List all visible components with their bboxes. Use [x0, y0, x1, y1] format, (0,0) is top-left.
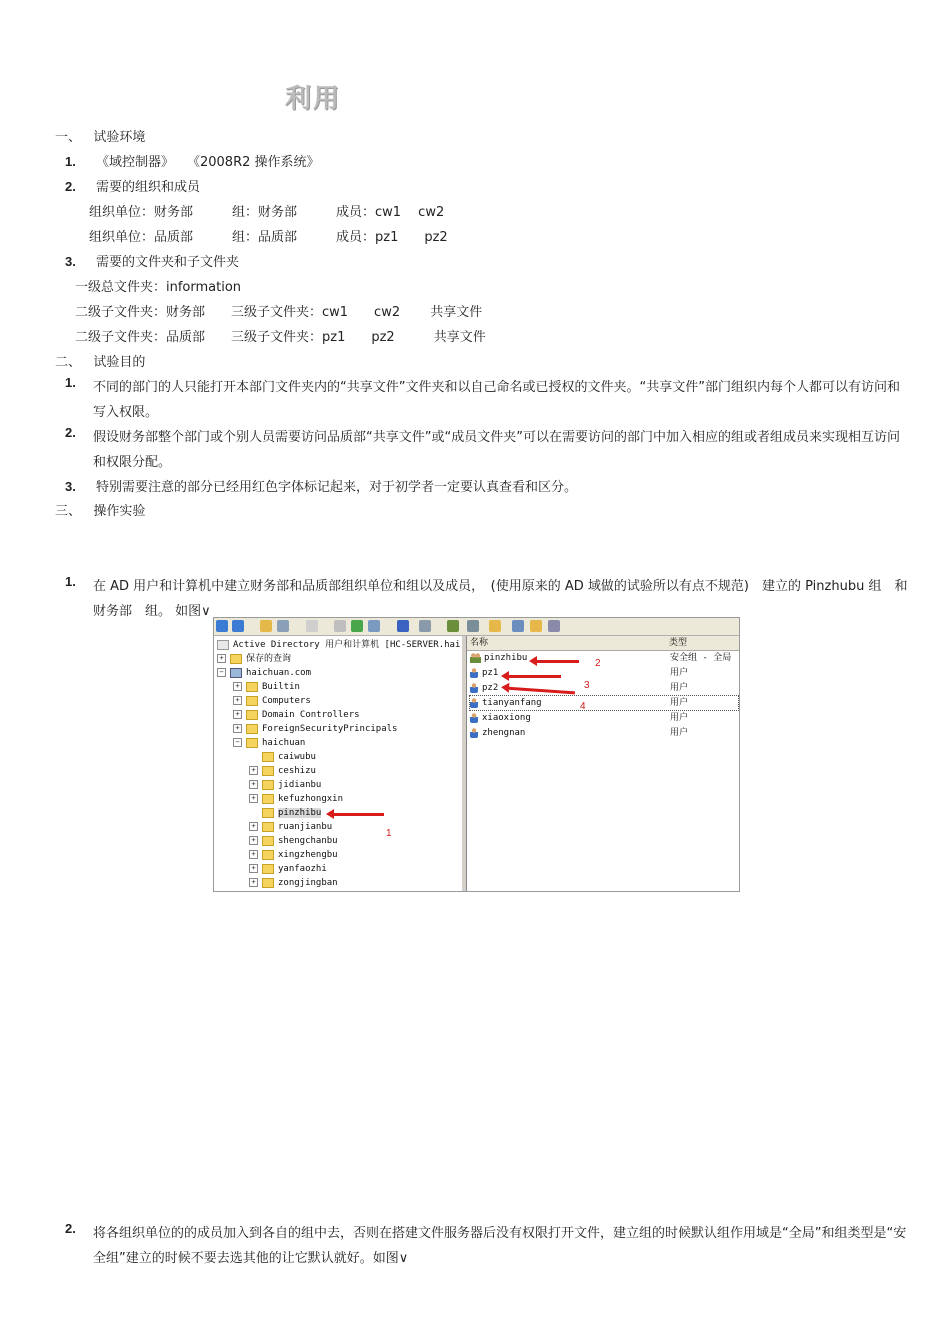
section-label: 试验环境 [93, 130, 146, 145]
list-item [65, 476, 577, 495]
mmc-toolbar [214, 618, 739, 636]
column-header-type[interactable]: 类型 [666, 636, 740, 651]
step-2 [65, 1221, 910, 1271]
help-icon[interactable] [397, 620, 409, 632]
table-row-focused[interactable]: tianyanfang [470, 696, 738, 710]
item-text: 需要的文件夹和子文件夹 [95, 255, 239, 270]
user-icon [470, 698, 478, 708]
expand-icon[interactable]: + [249, 836, 258, 845]
expand-icon[interactable]: + [249, 794, 258, 803]
tree-item[interactable]: + Domain Controllers [233, 708, 360, 722]
ou-icon [246, 738, 258, 748]
tree-item-ou[interactable]: + xingzhengbu [249, 848, 338, 862]
section-label: 试验目的 [93, 355, 146, 370]
item-number: 1. [65, 574, 76, 589]
expand-icon[interactable]: + [249, 766, 258, 775]
row-type: 用户 [670, 713, 689, 723]
section-number: 二、 [55, 355, 82, 370]
user-icon [470, 668, 478, 678]
item-text: 假设财务部整个部门或个别人员需要访问品质部“共享文件”或“成员文件夹”可以在需要访问的部门中加入相应的组或者组成员来实现相互访问和权限分配。 [93, 430, 900, 470]
tree-item-ou[interactable]: + kefuzhongxin [249, 792, 343, 806]
org-line: 组织单位：财务部 组：财务部 成员：cw1 cw2 [89, 205, 445, 220]
tree-item-ou-selected[interactable]: pinzhibu [262, 806, 321, 820]
list-item [65, 251, 239, 270]
ou-icon [246, 710, 258, 720]
ou-icon [262, 836, 274, 846]
console-tree-icon[interactable] [277, 620, 289, 632]
folder-line: 二级子文件夹：品质部 三级子文件夹：pz1 pz2 共享文件 [75, 330, 486, 345]
details-pane [467, 636, 739, 891]
tree-item-ou[interactable]: + yanfaozhi [249, 862, 327, 876]
new-ou-icon[interactable] [489, 620, 501, 632]
expand-icon[interactable]: + [249, 822, 258, 831]
row-type: 用户 [670, 698, 689, 708]
item-number: 2. [65, 179, 76, 194]
item-number: 2. [65, 425, 76, 440]
expand-icon[interactable]: + [249, 864, 258, 873]
annotation-marker: 1 [386, 828, 392, 839]
ad-root-icon [217, 640, 229, 650]
tree-item[interactable]: + Computers [233, 694, 311, 708]
item-number: 3. [65, 479, 76, 494]
expand-icon[interactable]: + [249, 850, 258, 859]
item-text: 《域控制器》 《2008R2 操作系统》 [95, 155, 320, 170]
tree-item-domain[interactable]: − haichuan.com [217, 666, 311, 680]
console-tree [214, 636, 463, 891]
new-group-icon[interactable] [467, 620, 479, 632]
tree-item[interactable]: + ForeignSecurityPrincipals [233, 722, 397, 736]
ou-icon [262, 766, 274, 776]
expand-icon[interactable]: + [233, 724, 242, 733]
item-text: 在 AD 用户和计算机中建立财务部和品质部组织单位和组以及成员， (使用原来的 AD 域做的试验所以有点不规范) 建立的 Pinzhubu 组 和 财务部 组。 如图∨ [93, 579, 925, 619]
up-folder-icon[interactable] [260, 620, 272, 632]
list-item [65, 151, 320, 170]
folder-line: 一级总文件夹：information [75, 280, 242, 295]
folder-icon [246, 724, 258, 734]
annotation-marker: 3 [584, 680, 590, 691]
back-icon[interactable] [216, 620, 228, 632]
group-icon [470, 653, 481, 663]
tree-item-ou[interactable]: + ruanjianbu [249, 820, 332, 834]
ou-icon [262, 808, 274, 818]
expand-icon[interactable]: + [249, 780, 258, 789]
section-number: 三、 [55, 504, 82, 519]
tree-item-ou[interactable]: + ceshizu [249, 764, 316, 778]
tree-item-saved-queries[interactable]: + 保存的查询 [217, 652, 291, 666]
domain-icon [230, 668, 242, 678]
item-number: 2. [65, 1221, 76, 1236]
item-number: 1. [65, 375, 76, 390]
item-text: 将各组织单位的的成员加入到各自的组中去，否则在搭建文件服务器后没有权限打开文件，建立组的时候默认组作用域是“全局”和组类型是“安全组”建立的时候不要去选其他的让它默认就好。如图∨ [93, 1226, 907, 1266]
tree-item-ou[interactable]: + shengchanbu [249, 834, 338, 848]
row-type: 用户 [670, 668, 689, 678]
section-label: 操作实验 [93, 504, 146, 519]
collapse-icon[interactable]: − [217, 668, 226, 677]
ou-icon [262, 878, 274, 888]
section-number: 一、 [55, 130, 82, 145]
forward-icon[interactable] [232, 620, 244, 632]
table-row[interactable]: pz2 [470, 681, 498, 695]
filter-icon[interactable] [512, 620, 524, 632]
expand-icon[interactable]: + [233, 682, 242, 691]
page-title: 利用 [285, 84, 342, 114]
table-row[interactable]: zhengnan [470, 726, 525, 740]
ou-icon [262, 850, 274, 860]
table-row[interactable]: pinzhibu [470, 651, 527, 665]
ou-icon [262, 780, 274, 790]
section-1-heading [55, 126, 145, 145]
tree-root[interactable]: Active Directory 用户和计算机 [HC-SERVER.hai [217, 638, 460, 652]
user-icon [470, 713, 478, 723]
expand-icon[interactable]: + [249, 878, 258, 887]
copy-icon[interactable] [334, 620, 346, 632]
table-row[interactable]: xiaoxiong [470, 711, 531, 725]
expand-icon[interactable]: + [217, 654, 226, 663]
folder-icon [246, 682, 258, 692]
list-item [65, 425, 910, 475]
tree-item[interactable]: + Builtin [233, 680, 300, 694]
user-icon [470, 728, 478, 738]
ad-users-screenshot [213, 617, 740, 892]
annotation-marker: 2 [595, 658, 601, 669]
tree-item-ou[interactable]: caiwubu [262, 750, 316, 764]
properties-icon[interactable] [306, 620, 318, 632]
expand-icon[interactable]: + [233, 696, 242, 705]
item-text: 需要的组织和成员 [95, 180, 200, 195]
collapse-icon[interactable]: − [233, 738, 242, 747]
user-icon [470, 683, 478, 693]
org-line: 组织单位：品质部 组：品质部 成员：pz1 pz2 [89, 230, 448, 245]
row-type: 用户 [670, 728, 689, 738]
new-user-icon[interactable] [447, 620, 459, 632]
tree-item[interactable]: − haichuan [233, 736, 305, 750]
annotation-arrow [507, 675, 561, 678]
item-number: 1. [65, 154, 76, 169]
tree-item-ou[interactable]: + zongjingban [249, 876, 338, 890]
ou-icon [262, 752, 274, 762]
ou-icon [262, 822, 274, 832]
section-3-heading [55, 500, 145, 519]
ou-icon [262, 864, 274, 874]
list-item [65, 375, 910, 425]
row-type: 安全组 - 全局 [670, 653, 732, 663]
tree-item-ou[interactable]: + jidianbu [249, 778, 321, 792]
item-text: 不同的部门的人只能打开本部门文件夹内的“共享文件”文件夹和以自己命名或已授权的文件夹。“共享文件”部门组织内每个人都可以有访问和写入权限。 [93, 380, 900, 420]
list-item [65, 176, 200, 195]
folder-line: 二级子文件夹：财务部 三级子文件夹：cw1 cw2 共享文件 [75, 305, 483, 320]
annotation-marker: 4 [580, 701, 586, 712]
find-icon[interactable] [530, 620, 542, 632]
item-text: 特别需要注意的部分已经用红色字体标记起来，对于初学者一定要认真查看和区分。 [95, 480, 577, 495]
annotation-arrow [332, 813, 384, 816]
ou-icon [262, 794, 274, 804]
section-2-heading [55, 351, 145, 370]
annotation-arrow [507, 687, 575, 695]
table-row[interactable]: pz1 [470, 666, 498, 680]
item-number: 3. [65, 254, 76, 269]
annotation-arrow [535, 660, 579, 663]
folder-icon [246, 696, 258, 706]
expand-icon[interactable]: + [233, 710, 242, 719]
folder-icon [230, 654, 242, 664]
row-type: 用户 [670, 683, 689, 693]
view-icon[interactable] [419, 620, 431, 632]
delegate-icon[interactable] [548, 620, 560, 632]
export-icon[interactable] [368, 620, 380, 632]
refresh-icon[interactable] [351, 620, 363, 632]
column-header-name[interactable]: 名称 [467, 636, 667, 651]
